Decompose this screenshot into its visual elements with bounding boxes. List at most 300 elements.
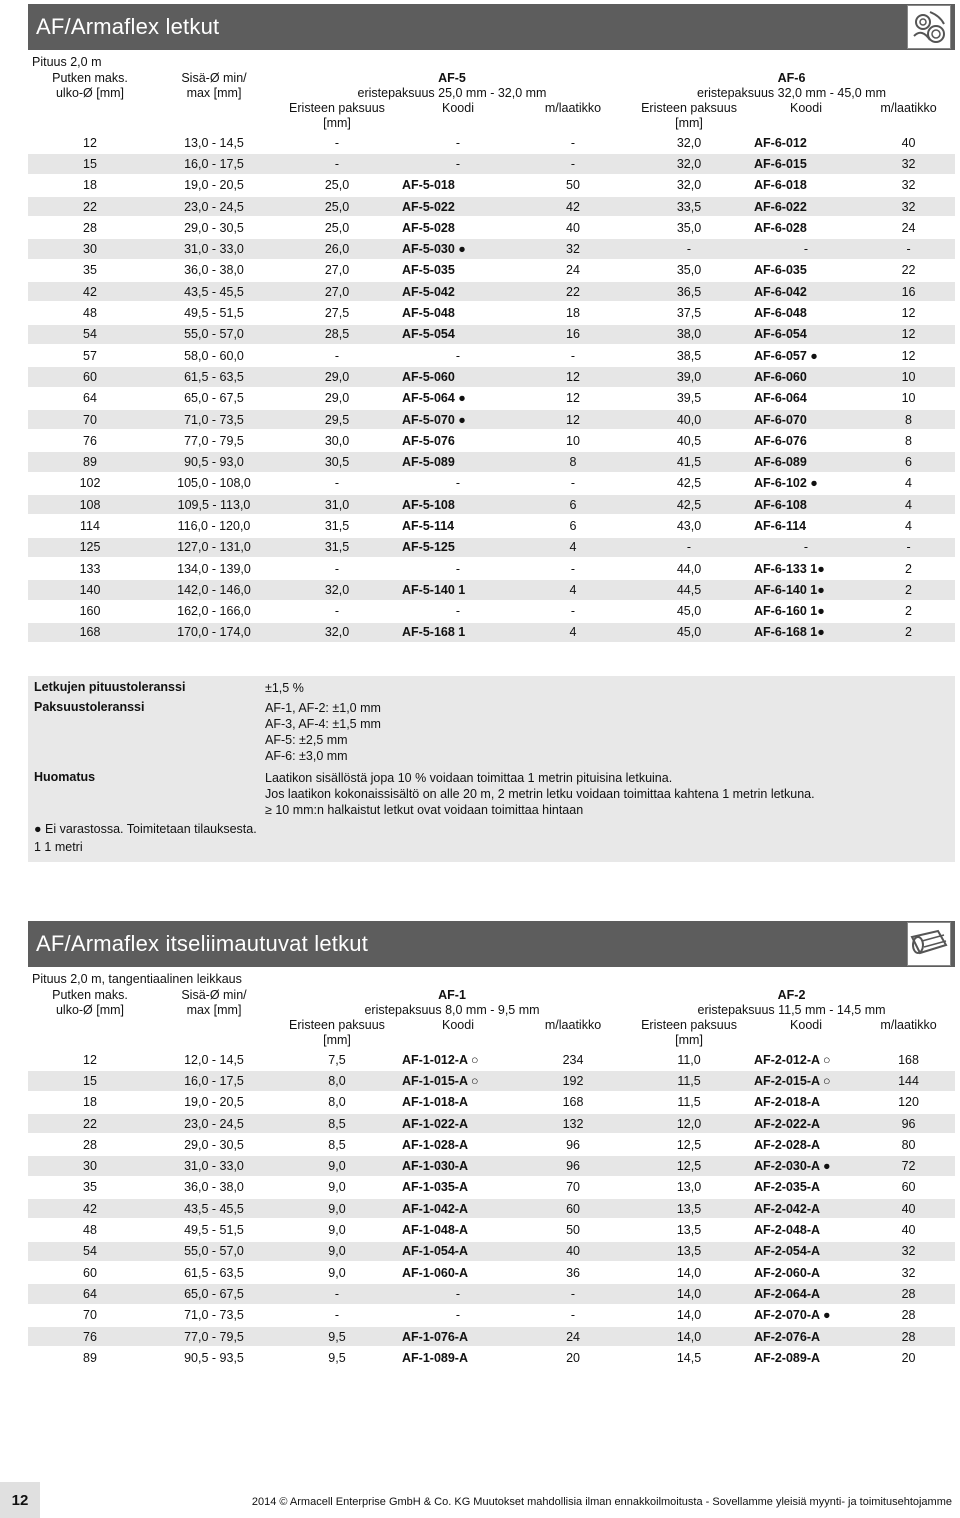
cell-box-a: 18	[518, 302, 628, 323]
cell-code-b: -	[750, 537, 862, 558]
cell-thickness-a: 32,0	[276, 579, 398, 600]
section-title-bar	[28, 921, 955, 967]
footnote-one-metre: 1 1 metri	[34, 840, 83, 854]
cell-code-b: AF-2-060-A	[750, 1262, 862, 1283]
cell-thickness-a: 8,0	[276, 1092, 398, 1113]
section-self-adhesive-tubes	[28, 921, 955, 1367]
cell-code-b: AF-6-048	[750, 302, 862, 323]
cell-code-a: AF-1-015-A ○	[398, 1070, 518, 1091]
cell-box-a: 12	[518, 366, 628, 387]
cell-thickness-b: 45,0	[628, 601, 750, 622]
cell-thickness-a: 7,5	[276, 1049, 398, 1070]
cell-pipe-od: 133	[28, 558, 152, 579]
cell-box-b: 120	[862, 1092, 955, 1113]
header-inner-diameter: Sisä-Ø min/ max [mm]	[152, 71, 276, 132]
cell-pipe-od: 70	[28, 409, 152, 430]
page-number: 12	[0, 1482, 40, 1518]
cell-inner-diameter: 90,5 - 93,0	[152, 451, 276, 472]
cell-thickness-a: 30,5	[276, 451, 398, 472]
cell-code-a: AF-5-114	[398, 515, 518, 536]
cell-box-b: 40	[862, 1219, 955, 1240]
cell-code-a: AF-5-108	[398, 494, 518, 515]
cell-code-a: AF-5-140 1	[398, 579, 518, 600]
cell-code-a: -	[398, 601, 518, 622]
cell-box-b: 80	[862, 1134, 955, 1155]
cell-box-b: 32	[862, 196, 955, 217]
cell-box-a: 10	[518, 430, 628, 451]
header-code-b: Koodi	[750, 1018, 862, 1049]
header-box-b: m/laatikko	[862, 1018, 955, 1049]
cell-pipe-od: 64	[28, 388, 152, 409]
cell-box-a: 40	[518, 217, 628, 238]
cell-box-a: 22	[518, 281, 628, 302]
cell-pipe-od: 114	[28, 515, 152, 536]
cell-box-a: 8	[518, 451, 628, 472]
cell-thickness-b: 41,5	[628, 451, 750, 472]
cell-thickness-a: 9,0	[276, 1262, 398, 1283]
header-thickness-b: Eristeen paksuus [mm]	[628, 101, 750, 132]
cell-code-b: AF-2-076-A	[750, 1326, 862, 1347]
table-row	[28, 579, 955, 600]
cell-pipe-od: 15	[28, 1070, 152, 1091]
cell-code-b: AF-2-030-A ●	[750, 1155, 862, 1176]
cell-inner-diameter: 77,0 - 79,5	[152, 1326, 276, 1347]
cell-box-b: 22	[862, 260, 955, 281]
cell-box-b: 2	[862, 622, 955, 642]
cell-thickness-a: 9,0	[276, 1155, 398, 1176]
cell-box-b: -	[862, 238, 955, 259]
table-row	[28, 324, 955, 345]
cell-box-a: 42	[518, 196, 628, 217]
cell-box-b: 60	[862, 1177, 955, 1198]
cell-thickness-a: 9,0	[276, 1219, 398, 1240]
cell-pipe-od: 60	[28, 1262, 152, 1283]
cell-pipe-od: 48	[28, 302, 152, 323]
thickness-tolerance-af34: AF-3, AF-4: ±1,5 mm	[265, 717, 381, 731]
cell-pipe-od: 125	[28, 537, 152, 558]
header-thickness-b: Eristeen paksuus [mm]	[628, 1018, 750, 1049]
cell-box-a: 50	[518, 1219, 628, 1240]
cell-box-a: 60	[518, 1198, 628, 1219]
cell-box-a: 4	[518, 579, 628, 600]
table-row	[28, 1219, 955, 1240]
cell-code-b: AF-2-054-A	[750, 1241, 862, 1262]
cell-box-b: 10	[862, 388, 955, 409]
table-row	[28, 1070, 955, 1091]
cell-code-a: AF-1-012-A ○	[398, 1049, 518, 1070]
thickness-tolerance-af12: AF-1, AF-2: ±1,0 mm	[265, 701, 381, 715]
cell-box-a: -	[518, 153, 628, 174]
cell-box-a: 20	[518, 1347, 628, 1367]
header-box-a: m/laatikko	[518, 101, 628, 132]
table-row	[28, 1241, 955, 1262]
cell-code-a: -	[398, 153, 518, 174]
cell-pipe-od: 30	[28, 238, 152, 259]
cell-code-b: AF-6-133 1●	[750, 558, 862, 579]
cell-box-b: 28	[862, 1283, 955, 1304]
cell-thickness-b: 37,5	[628, 302, 750, 323]
table-row	[28, 494, 955, 515]
cell-code-b: AF-6-057 ●	[750, 345, 862, 366]
cell-pipe-od: 76	[28, 430, 152, 451]
cell-thickness-a: 9,0	[276, 1177, 398, 1198]
table-row	[28, 238, 955, 259]
cell-inner-diameter: 71,0 - 73,5	[152, 409, 276, 430]
cell-box-b: 6	[862, 451, 955, 472]
cell-thickness-b: 11,0	[628, 1049, 750, 1070]
cell-box-a: 36	[518, 1262, 628, 1283]
cell-code-b: AF-2-048-A	[750, 1219, 862, 1240]
cell-box-b: 12	[862, 345, 955, 366]
header-box-b: m/laatikko	[862, 101, 955, 132]
cell-box-a: -	[518, 345, 628, 366]
cell-code-a: AF-1-022-A	[398, 1113, 518, 1134]
cell-thickness-a: 25,0	[276, 217, 398, 238]
cell-code-a: AF-5-042	[398, 281, 518, 302]
cell-code-a: AF-5-028	[398, 217, 518, 238]
self-adhesive-tube-icon	[907, 922, 951, 966]
cell-code-b: AF-2-012-A ○	[750, 1049, 862, 1070]
footnote-not-in-stock: ● Ei varastossa. Toimitetaan tilauksesta.	[34, 822, 257, 836]
cell-box-a: 234	[518, 1049, 628, 1070]
cell-code-b: AF-6-114	[750, 515, 862, 536]
cell-inner-diameter: 36,0 - 38,0	[152, 1177, 276, 1198]
cell-code-a: AF-1-060-A	[398, 1262, 518, 1283]
remark-line-2: Jos laatikon kokonaissisältö on alle 20 m, 2 metrin letku voidaan toimittaa kahtena 1 metrin letkuna.	[265, 787, 815, 801]
cell-code-a: -	[398, 345, 518, 366]
remark-line-3: ≥ 10 mm:n halkaistut letkut ovat voidaan toimittaa hintaan	[265, 803, 584, 817]
cell-pipe-od: 54	[28, 1241, 152, 1262]
cell-code-a: AF-5-018	[398, 175, 518, 196]
cell-box-a: 6	[518, 494, 628, 515]
cell-thickness-b: 36,5	[628, 281, 750, 302]
table-row	[28, 430, 955, 451]
cell-thickness-a: 27,0	[276, 281, 398, 302]
cell-box-a: -	[518, 1283, 628, 1304]
header-thickness-a: Eristeen paksuus [mm]	[276, 1018, 398, 1049]
cell-box-b: 2	[862, 558, 955, 579]
cell-thickness-a: 9,5	[276, 1326, 398, 1347]
table-row	[28, 132, 955, 153]
table-row	[28, 622, 955, 642]
cell-code-b: AF-6-015	[750, 153, 862, 174]
cell-thickness-a: 8,5	[276, 1113, 398, 1134]
cell-box-a: 40	[518, 1241, 628, 1262]
cell-thickness-a: -	[276, 558, 398, 579]
cell-inner-diameter: 71,0 - 73,5	[152, 1305, 276, 1326]
cell-code-b: AF-6-060	[750, 366, 862, 387]
cell-box-b: 2	[862, 601, 955, 622]
cell-code-b: AF-2-035-A	[750, 1177, 862, 1198]
cell-thickness-b: 13,5	[628, 1241, 750, 1262]
table-row	[28, 515, 955, 536]
cell-code-a: AF-1-048-A	[398, 1219, 518, 1240]
cell-box-b: 32	[862, 1262, 955, 1283]
cell-code-b: AF-2-028-A	[750, 1134, 862, 1155]
table-row	[28, 1326, 955, 1347]
thickness-tolerance-af6: AF-6: ±3,0 mm	[265, 749, 348, 763]
cell-inner-diameter: 36,0 - 38,0	[152, 260, 276, 281]
cell-thickness-a: 9,5	[276, 1347, 398, 1367]
product-table-body	[28, 132, 955, 642]
cell-thickness-b: 12,5	[628, 1134, 750, 1155]
cell-box-a: 168	[518, 1092, 628, 1113]
section-armaflex-tubes	[28, 4, 955, 642]
group-b-name: AF-6	[777, 71, 806, 85]
cell-thickness-a: 31,5	[276, 515, 398, 536]
cell-thickness-a: 25,0	[276, 196, 398, 217]
table-row	[28, 388, 955, 409]
cell-thickness-b: 32,0	[628, 153, 750, 174]
cell-inner-diameter: 19,0 - 20,5	[152, 1092, 276, 1113]
cell-box-a: 24	[518, 260, 628, 281]
cell-thickness-a: 26,0	[276, 238, 398, 259]
cell-thickness-b: 38,0	[628, 324, 750, 345]
section-subtitle: Pituus 2,0 m, tangentiaalinen leikkaus	[28, 967, 955, 988]
cell-box-a: -	[518, 558, 628, 579]
cell-code-a: AF-5-060	[398, 366, 518, 387]
cell-box-b: 16	[862, 281, 955, 302]
cell-box-b: 28	[862, 1305, 955, 1326]
section-title: AF/Armaflex letkut	[36, 14, 220, 39]
cell-code-a: -	[398, 1283, 518, 1304]
cell-thickness-b: 42,5	[628, 494, 750, 515]
cell-thickness-b: 39,0	[628, 366, 750, 387]
cell-thickness-a: 30,0	[276, 430, 398, 451]
cell-box-a: 16	[518, 324, 628, 345]
cell-code-a: AF-5-125	[398, 537, 518, 558]
table-row	[28, 345, 955, 366]
cell-thickness-a: 8,0	[276, 1070, 398, 1091]
cell-box-b: 10	[862, 366, 955, 387]
product-table	[28, 988, 955, 1367]
cell-pipe-od: 12	[28, 132, 152, 153]
table-row	[28, 1347, 955, 1367]
group-a-range: eristepaksuus 8,0 mm - 9,5 mm	[364, 1003, 540, 1017]
cell-thickness-a: 8,5	[276, 1134, 398, 1155]
cell-pipe-od: 42	[28, 1198, 152, 1219]
cell-inner-diameter: 16,0 - 17,5	[152, 153, 276, 174]
cell-code-a: AF-5-022	[398, 196, 518, 217]
table-row	[28, 153, 955, 174]
cell-thickness-a: 27,0	[276, 260, 398, 281]
cell-code-b: AF-6-168 1●	[750, 622, 862, 642]
cell-thickness-b: 40,5	[628, 430, 750, 451]
cell-code-a: AF-5-035	[398, 260, 518, 281]
cell-thickness-b: 13,0	[628, 1177, 750, 1198]
cell-code-a: AF-5-054	[398, 324, 518, 345]
cell-thickness-b: 38,5	[628, 345, 750, 366]
page-footer	[0, 1482, 960, 1518]
table-row	[28, 473, 955, 494]
cell-box-b: -	[862, 537, 955, 558]
cell-pipe-od: 89	[28, 1347, 152, 1367]
cell-inner-diameter: 65,0 - 67,5	[152, 388, 276, 409]
group-a-range: eristepaksuus 25,0 mm - 32,0 mm	[357, 86, 547, 100]
cell-inner-diameter: 127,0 - 131,0	[152, 537, 276, 558]
cell-inner-diameter: 29,0 - 30,5	[152, 217, 276, 238]
cell-thickness-a: 31,5	[276, 537, 398, 558]
cell-box-b: 144	[862, 1070, 955, 1091]
cell-box-a: 70	[518, 1177, 628, 1198]
table-row	[28, 302, 955, 323]
header-pipe-od: Putken maks. ulko-Ø [mm]	[28, 71, 152, 132]
cell-inner-diameter: 162,0 - 166,0	[152, 601, 276, 622]
cell-code-a: AF-5-064 ●	[398, 388, 518, 409]
cell-box-a: 132	[518, 1113, 628, 1134]
cell-box-a: 24	[518, 1326, 628, 1347]
cell-box-a: 12	[518, 409, 628, 430]
cell-box-b: 20	[862, 1347, 955, 1367]
cell-thickness-b: 11,5	[628, 1070, 750, 1091]
table-row	[28, 409, 955, 430]
cell-thickness-b: 12,0	[628, 1113, 750, 1134]
cell-thickness-a: 9,0	[276, 1241, 398, 1262]
thickness-tolerance-af5: AF-5: ±2,5 mm	[265, 733, 348, 747]
cell-thickness-b: -	[628, 537, 750, 558]
table-row	[28, 175, 955, 196]
cell-box-b: 12	[862, 302, 955, 323]
cell-thickness-a: -	[276, 473, 398, 494]
table-row	[28, 1113, 955, 1134]
cell-code-b: AF-6-018	[750, 175, 862, 196]
table-row	[28, 558, 955, 579]
cell-code-b: AF-6-022	[750, 196, 862, 217]
cell-code-b: AF-6-140 1●	[750, 579, 862, 600]
cell-thickness-b: 13,5	[628, 1219, 750, 1240]
cell-inner-diameter: 77,0 - 79,5	[152, 430, 276, 451]
cell-code-a: -	[398, 558, 518, 579]
cell-pipe-od: 22	[28, 1113, 152, 1134]
cell-thickness-a: -	[276, 601, 398, 622]
cell-thickness-b: 14,0	[628, 1283, 750, 1304]
cell-code-a: AF-1-028-A	[398, 1134, 518, 1155]
cell-inner-diameter: 116,0 - 120,0	[152, 515, 276, 536]
cell-code-b: AF-6-102 ●	[750, 473, 862, 494]
cell-box-a: 50	[518, 175, 628, 196]
cell-code-a: -	[398, 473, 518, 494]
table-row	[28, 1092, 955, 1113]
cell-pipe-od: 64	[28, 1283, 152, 1304]
cell-code-b: AF-2-070-A ●	[750, 1305, 862, 1326]
cell-pipe-od: 108	[28, 494, 152, 515]
cell-code-a: AF-5-089	[398, 451, 518, 472]
cell-inner-diameter: 49,5 - 51,5	[152, 302, 276, 323]
cell-code-b: AF-6-076	[750, 430, 862, 451]
cell-inner-diameter: 65,0 - 67,5	[152, 1283, 276, 1304]
cell-inner-diameter: 61,5 - 63,5	[152, 1262, 276, 1283]
header-group-a	[276, 988, 628, 1018]
cell-pipe-od: 42	[28, 281, 152, 302]
cell-box-b: 32	[862, 153, 955, 174]
cell-box-b: 4	[862, 515, 955, 536]
cell-thickness-a: 28,5	[276, 324, 398, 345]
cell-inner-diameter: 58,0 - 60,0	[152, 345, 276, 366]
cell-thickness-a: 9,0	[276, 1198, 398, 1219]
cell-thickness-a: -	[276, 345, 398, 366]
cell-inner-diameter: 55,0 - 57,0	[152, 1241, 276, 1262]
cell-pipe-od: 57	[28, 345, 152, 366]
group-b-range: eristepaksuus 11,5 mm - 14,5 mm	[697, 1003, 886, 1017]
cell-code-b: AF-6-108	[750, 494, 862, 515]
table-row	[28, 537, 955, 558]
cell-thickness-a: 29,0	[276, 366, 398, 387]
cell-box-b: 96	[862, 1113, 955, 1134]
cell-code-a: AF-1-089-A	[398, 1347, 518, 1367]
cell-pipe-od: 48	[28, 1219, 152, 1240]
table-row	[28, 1155, 955, 1176]
footer-copyright: 2014 © Armacell Enterprise GmbH & Co. KG Muutokset mahdollisia ilman ennakkoilmoitusta - Sovellamme yleisiä myynti- ja toimitusehtojamme	[251, 1496, 952, 1508]
thickness-tolerance-label: Paksuustoleranssi	[34, 700, 145, 714]
table-row	[28, 1049, 955, 1070]
cell-thickness-b: 42,5	[628, 473, 750, 494]
cell-box-a: -	[518, 601, 628, 622]
cell-inner-diameter: 13,0 - 14,5	[152, 132, 276, 153]
cell-thickness-b: 44,0	[628, 558, 750, 579]
cell-pipe-od: 12	[28, 1049, 152, 1070]
cell-box-b: 4	[862, 473, 955, 494]
cell-box-a: 12	[518, 388, 628, 409]
cell-code-b: AF-6-089	[750, 451, 862, 472]
cell-box-b: 40	[862, 132, 955, 153]
cell-pipe-od: 28	[28, 217, 152, 238]
cell-pipe-od: 28	[28, 1134, 152, 1155]
header-box-a: m/laatikko	[518, 1018, 628, 1049]
table-row	[28, 1198, 955, 1219]
cell-box-a: 4	[518, 537, 628, 558]
group-a-name: AF-5	[438, 71, 466, 85]
cell-inner-diameter: 170,0 - 174,0	[152, 622, 276, 642]
cell-thickness-a: 29,5	[276, 409, 398, 430]
cell-thickness-a: 25,0	[276, 175, 398, 196]
cell-pipe-od: 18	[28, 175, 152, 196]
cell-pipe-od: 18	[28, 1092, 152, 1113]
group-b-range: eristepaksuus 32,0 mm - 45,0 mm	[697, 86, 886, 100]
cell-code-a: AF-5-030 ●	[398, 238, 518, 259]
table-row	[28, 217, 955, 238]
cell-inner-diameter: 31,0 - 33,0	[152, 238, 276, 259]
cell-thickness-b: 14,5	[628, 1347, 750, 1367]
tube-bundle-icon	[907, 5, 951, 49]
product-table	[28, 71, 955, 642]
header-code-a: Koodi	[398, 1018, 518, 1049]
cell-code-a: AF-1-018-A	[398, 1092, 518, 1113]
cell-code-a: AF-1-042-A	[398, 1198, 518, 1219]
cell-code-b: AF-2-015-A ○	[750, 1070, 862, 1091]
cell-box-b: 8	[862, 409, 955, 430]
cell-inner-diameter: 90,5 - 93,5	[152, 1347, 276, 1367]
cell-box-b: 24	[862, 217, 955, 238]
cell-pipe-od: 168	[28, 622, 152, 642]
cell-thickness-b: 44,5	[628, 579, 750, 600]
cell-code-a: -	[398, 1305, 518, 1326]
table-row	[28, 366, 955, 387]
group-b-name: AF-2	[777, 988, 806, 1002]
cell-thickness-b: -	[628, 238, 750, 259]
cell-box-a: 192	[518, 1070, 628, 1091]
cell-code-b: AF-6-035	[750, 260, 862, 281]
cell-code-b: AF-6-054	[750, 324, 862, 345]
cell-thickness-b: 14,0	[628, 1305, 750, 1326]
cell-code-a: AF-5-076	[398, 430, 518, 451]
cell-thickness-a: 31,0	[276, 494, 398, 515]
cell-thickness-a: -	[276, 132, 398, 153]
product-table-body	[28, 1049, 955, 1367]
cell-thickness-b: 39,5	[628, 388, 750, 409]
cell-thickness-a: 32,0	[276, 622, 398, 642]
cell-pipe-od: 54	[28, 324, 152, 345]
cell-thickness-b: 32,0	[628, 132, 750, 153]
